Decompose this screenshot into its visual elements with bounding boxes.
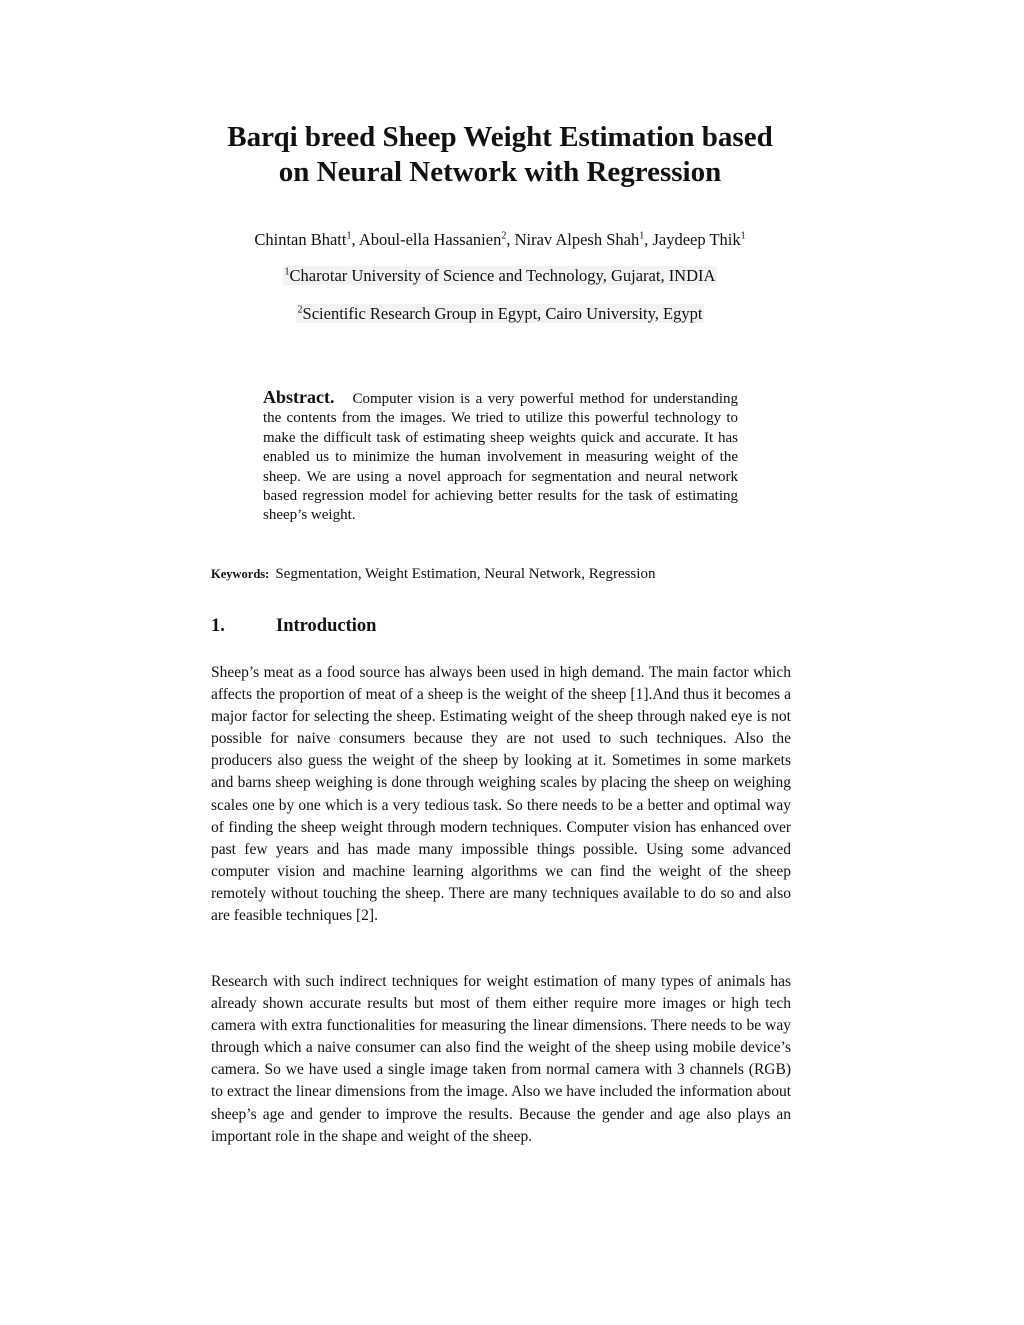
author-name: Aboul-ella Hassanien: [358, 230, 502, 249]
abstract-heading: Abstract.: [263, 387, 335, 407]
body-paragraph: Sheep’s meat as a food source has always been used in high demand. The main factor which affects the proportion of meat of a sheep is the weight of the sheep [1].And thus it becomes a major factor for selecting the sheep. Estimating weight of the sheep through naked eye is not possible for naive consumers because they are not used to such techniques. Also the producers also guess the weight of the sheep by looking at it. Sometimes in some markets and barns sheep weighing is done through weighing scales by placing the sheep on weighing scales one by one which is a very tedious task. So there needs to be a better and optimal way of finding the sheep weight through modern techniques. Computer vision has enhanced over past few years and has made many impossible things possible. Using some advanced computer vision and machine learning algorithms we can find the weight of the sheep remotely without touching the sheep. There are many techniques available to do so and also are feasible techniques [2].: [211, 664, 791, 925]
section-title: Introduction: [276, 616, 377, 636]
affiliation-text: Charotar University of Science and Technology, Gujarat, INDIA: [289, 266, 716, 285]
title-line-1: Barqi breed Sheep Weight Estimation based: [227, 121, 773, 153]
author-name: Nirav Alpesh Shah: [514, 230, 640, 249]
affiliation-number: 2: [297, 304, 303, 316]
paper-title: [150, 120, 850, 190]
keywords-label: Keywords:: [211, 567, 270, 581]
title-line-2: on Neural Network with Regression: [278, 156, 722, 188]
author-affiliation-mark: 1: [639, 230, 645, 242]
abstract: [263, 388, 738, 526]
author-affiliation-mark: 1: [346, 230, 352, 242]
author-affiliation-mark: 2: [501, 230, 507, 242]
keywords: [211, 563, 811, 585]
section-number: 1.: [211, 616, 225, 636]
body-paragraph: Research with such indirect techniques for weight estimation of many types of animals has already shown accurate results but most of them either require more images or high tech camera with extra functionalities for measuring the linear dimensions. There needs to be way through which a naive consumer can also find the weight of the sheep using mobile device’s camera. So we have used a single image taken from normal camera with 3 channels (RGB) to extract the linear dimensions from the image. Also we have included the information about sheep’s age and gender to improve the results. Because the gender and age also plays an important role in the shape and weight of the sheep.: [211, 973, 791, 1145]
affiliation-number: 1: [284, 266, 290, 278]
affiliation-2: [150, 303, 850, 325]
author-list: Chintan Bhatt$^1$, Aboul-ella Hassanien$^2$, Nirav Alpesh Shah$^1$, Jaydeep Thik$^1$: [254, 230, 746, 249]
author-name: Jaydeep Thik: [652, 230, 741, 249]
author-affiliation-mark: 1: [740, 230, 746, 242]
section-heading-introduction: [211, 614, 791, 638]
affiliation-text: Scientific Research Group in Egypt, Cairo University, Egypt: [302, 304, 703, 323]
abstract-text: Computer vision is a very powerful method for understanding the contents from the images. We tried to utilize this powerful technology to make the difficult task of estimating sheep weights quick and accurate. It has enabled us to minimize the human involvement in measuring weight of the sheep. We are using a novel approach for segmentation and neural network based regression model for achieving better results for the task of estimating sheep’s weight.: [263, 391, 738, 524]
author-name: Chintan Bhatt: [254, 230, 347, 249]
affiliation-1: [150, 265, 850, 287]
keywords-text: Segmentation, Weight Estimation, Neural Network, Regression: [275, 566, 656, 582]
